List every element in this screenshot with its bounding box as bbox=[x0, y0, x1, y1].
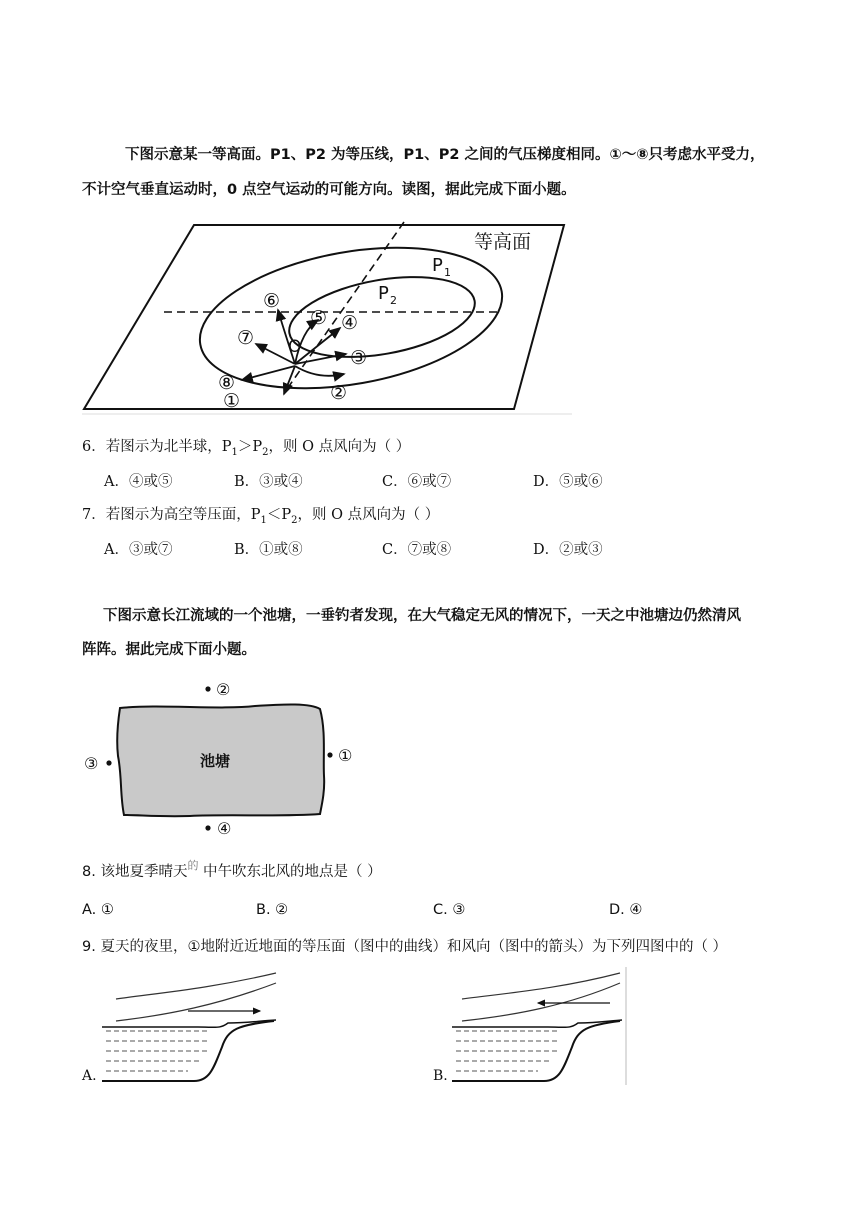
q9-option-a-figure[interactable] bbox=[98, 965, 280, 1087]
marker-3: ③ bbox=[350, 347, 368, 369]
q8-option-b[interactable]: B. ② bbox=[256, 902, 289, 918]
point-1-label: ① bbox=[338, 746, 353, 765]
q8-stem-part: 8. 该地夏季晴天 bbox=[82, 864, 188, 880]
marker-2: ② bbox=[330, 382, 348, 404]
question-9: 9. 夏天的夜里，①地附近近地面的等压面（图中的曲线）和风向（图中的箭头）为下列四图中的（ ） bbox=[82, 939, 728, 955]
q7-option-a[interactable]: A．③或⑦ bbox=[104, 542, 173, 558]
marker-4: ④ bbox=[341, 312, 359, 334]
p2-label: P bbox=[378, 283, 389, 304]
pond-figure bbox=[80, 676, 370, 841]
question-8 bbox=[82, 859, 382, 883]
isobar-figure bbox=[82, 214, 572, 418]
q8-option-a[interactable]: A. ① bbox=[82, 902, 114, 918]
q7-option-c[interactable]: C．⑦或⑧ bbox=[382, 542, 452, 558]
marker-8: ⑧ bbox=[218, 372, 236, 394]
intro-line-1: 下图示意某一等高面。P1、P2 为等压线，P1、P2 之间的气压梯度相同。①～⑧只考虑水平受力， bbox=[125, 147, 765, 163]
q7-stem-part: 7．若图示为高空等压面，P bbox=[82, 507, 261, 523]
arrow-2 bbox=[295, 366, 344, 376]
point-2-label: ② bbox=[216, 680, 231, 699]
arrow-1 bbox=[284, 366, 295, 394]
point-4-label: ④ bbox=[217, 819, 232, 838]
intro-line-2: 不计空气垂直运动时，0 点空气运动的可能方向。读图，据此完成下面小题。 bbox=[82, 182, 576, 198]
p1-subscript: 1 bbox=[444, 266, 451, 279]
q8-small-char: 的 bbox=[187, 859, 199, 872]
marker-7: ⑦ bbox=[237, 327, 255, 349]
arrow-8 bbox=[242, 366, 295, 380]
point-4-dot bbox=[205, 825, 210, 830]
q6-stem-part: ＞P bbox=[237, 439, 263, 455]
point-3-dot bbox=[106, 760, 111, 765]
origin-label: O bbox=[288, 337, 302, 357]
q8-stem-part: 中午吹东北风的地点是（ ） bbox=[198, 864, 382, 880]
arrow-4 bbox=[295, 328, 340, 364]
p1-label: P bbox=[432, 255, 443, 276]
marker-6: ⑥ bbox=[263, 290, 281, 312]
q6-option-c[interactable]: C．⑥或⑦ bbox=[382, 474, 452, 490]
q6-sub-1: 1 bbox=[231, 446, 238, 458]
question-7 bbox=[82, 505, 439, 531]
q7-sub-2: 2 bbox=[291, 514, 298, 526]
point-2-dot bbox=[205, 686, 210, 691]
q8-option-c[interactable]: C. ③ bbox=[433, 902, 466, 918]
q7-option-b[interactable]: B．①或⑧ bbox=[234, 542, 303, 558]
q6-option-d[interactable]: D．⑤或⑥ bbox=[533, 474, 603, 490]
q6-stem-part: ，则 O 点风向为（ ） bbox=[268, 439, 411, 455]
point-3-label: ③ bbox=[84, 754, 99, 773]
pond-label: 池塘 bbox=[200, 752, 231, 770]
q6-stem-part: 6．若图示为北半球，P bbox=[82, 439, 232, 455]
q6-option-b[interactable]: B．③或④ bbox=[234, 474, 303, 490]
intro2-line-2: 阵阵。据此完成下面小题。 bbox=[82, 642, 256, 658]
q7-stem-part: ＜P bbox=[266, 507, 292, 523]
q7-option-d[interactable]: D．②或③ bbox=[533, 542, 603, 558]
q7-sub-1: 1 bbox=[260, 514, 267, 526]
marker-1: ① bbox=[223, 390, 241, 412]
q7-stem-part: ，则 O 点风向为（ ） bbox=[297, 507, 440, 523]
marker-5: ⑤ bbox=[310, 307, 328, 329]
q8-option-d[interactable]: D. ④ bbox=[609, 902, 643, 918]
p2-subscript: 2 bbox=[390, 294, 397, 307]
question-6 bbox=[82, 437, 410, 463]
intro2-line-1: 下图示意长江流域的一个池塘，一垂钓者发现，在大气稳定无风的情况下，一天之中池塘边仍然清风 bbox=[103, 608, 741, 624]
q9-option-b-label[interactable]: B. bbox=[433, 1068, 448, 1084]
q6-option-a[interactable]: A．④或⑤ bbox=[104, 474, 173, 490]
q9-option-a-label[interactable]: A. bbox=[82, 1068, 97, 1084]
point-1-dot bbox=[327, 752, 332, 757]
plane-title: 等高面 bbox=[474, 231, 532, 253]
q6-sub-2: 2 bbox=[262, 446, 269, 458]
q9-option-b-figure[interactable] bbox=[448, 965, 630, 1087]
